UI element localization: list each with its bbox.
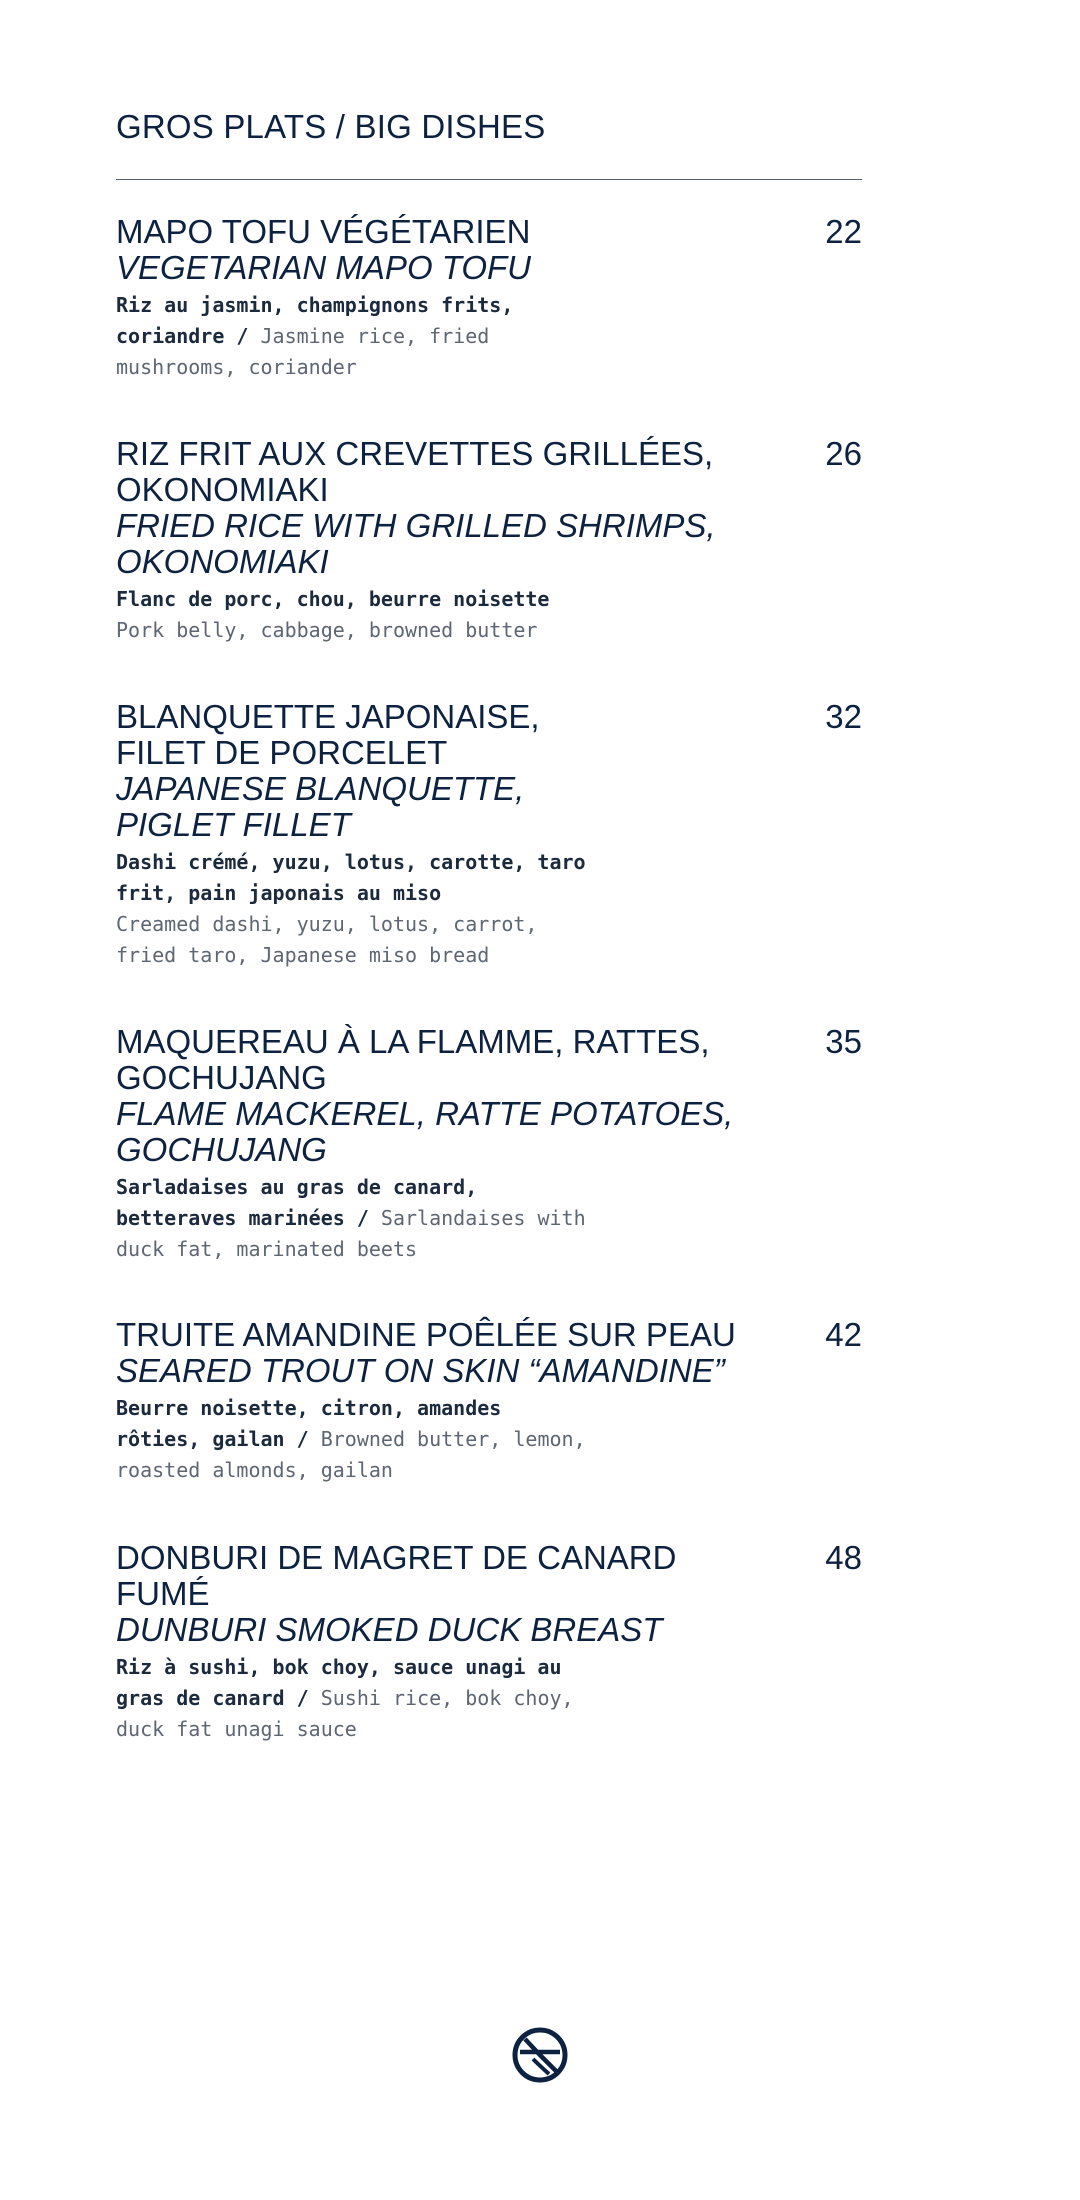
dish-description xyxy=(116,1393,586,1486)
dish-description xyxy=(116,290,586,383)
dish-name-en: JAPANESE BLANQUETTE, PIGLET FILLET xyxy=(116,770,525,843)
description-separator: / xyxy=(224,324,261,348)
menu-item xyxy=(116,1540,862,1745)
description-en: Sushi rice, bok choy, duck fat unagi sauce xyxy=(116,1686,574,1741)
dish-name-en: VEGETARIAN MAPO TOFU xyxy=(116,249,531,286)
dish-name-fr: MAQUEREAU À LA FLAMME, RATTES, GOCHUJANG xyxy=(116,1023,710,1096)
dish-price: 22 xyxy=(825,213,862,250)
description-separator: / xyxy=(284,1427,321,1451)
menu-item xyxy=(116,699,862,971)
dish-name-fr: TRUITE AMANDINE POÊLÉE SUR PEAU xyxy=(116,1316,736,1353)
section-divider xyxy=(116,179,862,180)
dish-name-en: FLAME MACKEREL, RATTE POTATOES, GOCHUJANG xyxy=(116,1095,734,1168)
menu-item-header xyxy=(116,1540,862,1612)
description-separator: / xyxy=(344,1206,381,1230)
menu-item xyxy=(116,1024,862,1265)
description-en: Creamed dashi, yuzu, lotus, carrot, fried taro, Japanese miso bread xyxy=(116,912,538,967)
dish-price: 42 xyxy=(825,1316,862,1353)
dish-price: 48 xyxy=(825,1539,862,1576)
dish-price: 26 xyxy=(825,435,862,472)
menu-item-header xyxy=(116,214,862,250)
dish-description xyxy=(116,1172,586,1265)
menu-item xyxy=(116,1317,862,1486)
dish-description xyxy=(116,584,586,646)
description-en: Jasmine rice, fried mushrooms, coriander xyxy=(116,324,490,379)
description-en: Pork belly, cabbage, browned butter xyxy=(116,618,538,642)
menu-item xyxy=(116,436,862,646)
menu-item-header xyxy=(116,436,862,508)
description-fr: Beurre noisette, citron, amandes rôties, gailan xyxy=(116,1396,502,1451)
menu-item xyxy=(116,214,862,383)
description-separator: / xyxy=(284,1686,321,1710)
dish-name-fr: BLANQUETTE JAPONAISE, FILET DE PORCELET xyxy=(116,698,540,771)
dish-name-fr: DONBURI DE MAGRET DE CANARD FUMÉ xyxy=(116,1539,677,1612)
restaurant-emblem-icon xyxy=(511,2026,569,2084)
description-fr: Dashi crémé, yuzu, lotus, carotte, taro frit, pain japonais au miso xyxy=(116,850,586,905)
dish-name-en: DUNBURI SMOKED DUCK BREAST xyxy=(116,1611,663,1648)
menu-item-header xyxy=(116,699,862,771)
menu-item-header xyxy=(116,1317,862,1353)
dish-description xyxy=(116,1652,586,1745)
dish-name-en: SEARED TROUT ON SKIN “AMANDINE” xyxy=(116,1352,725,1389)
dish-name-en: FRIED RICE WITH GRILLED SHRIMPS, OKONOMIAKI xyxy=(116,507,716,580)
section-title: GROS PLATS / BIG DISHES xyxy=(116,108,546,145)
menu-item-header xyxy=(116,1024,862,1096)
description-fr: Riz à sushi, bok choy, sauce unagi au gras de canard xyxy=(116,1655,562,1710)
dish-name-fr: RIZ FRIT AUX CREVETTES GRILLÉES, OKONOMIAKI xyxy=(116,435,714,508)
description-en: Sarlandaises with duck fat, marinated beets xyxy=(116,1206,586,1261)
description-fr: Sarladaises au gras de canard, betteraves marinées xyxy=(116,1175,478,1230)
dish-price: 32 xyxy=(825,698,862,735)
description-en: Browned butter, lemon, roasted almonds, gailan xyxy=(116,1427,586,1482)
description-fr: Riz au jasmin, champignons frits, coriandre xyxy=(116,293,514,348)
dish-description xyxy=(116,847,586,971)
dish-price: 35 xyxy=(825,1023,862,1060)
description-fr: Flanc de porc, chou, beurre noisette xyxy=(116,587,550,611)
dish-name-fr: MAPO TOFU VÉGÉTARIEN xyxy=(116,213,531,250)
